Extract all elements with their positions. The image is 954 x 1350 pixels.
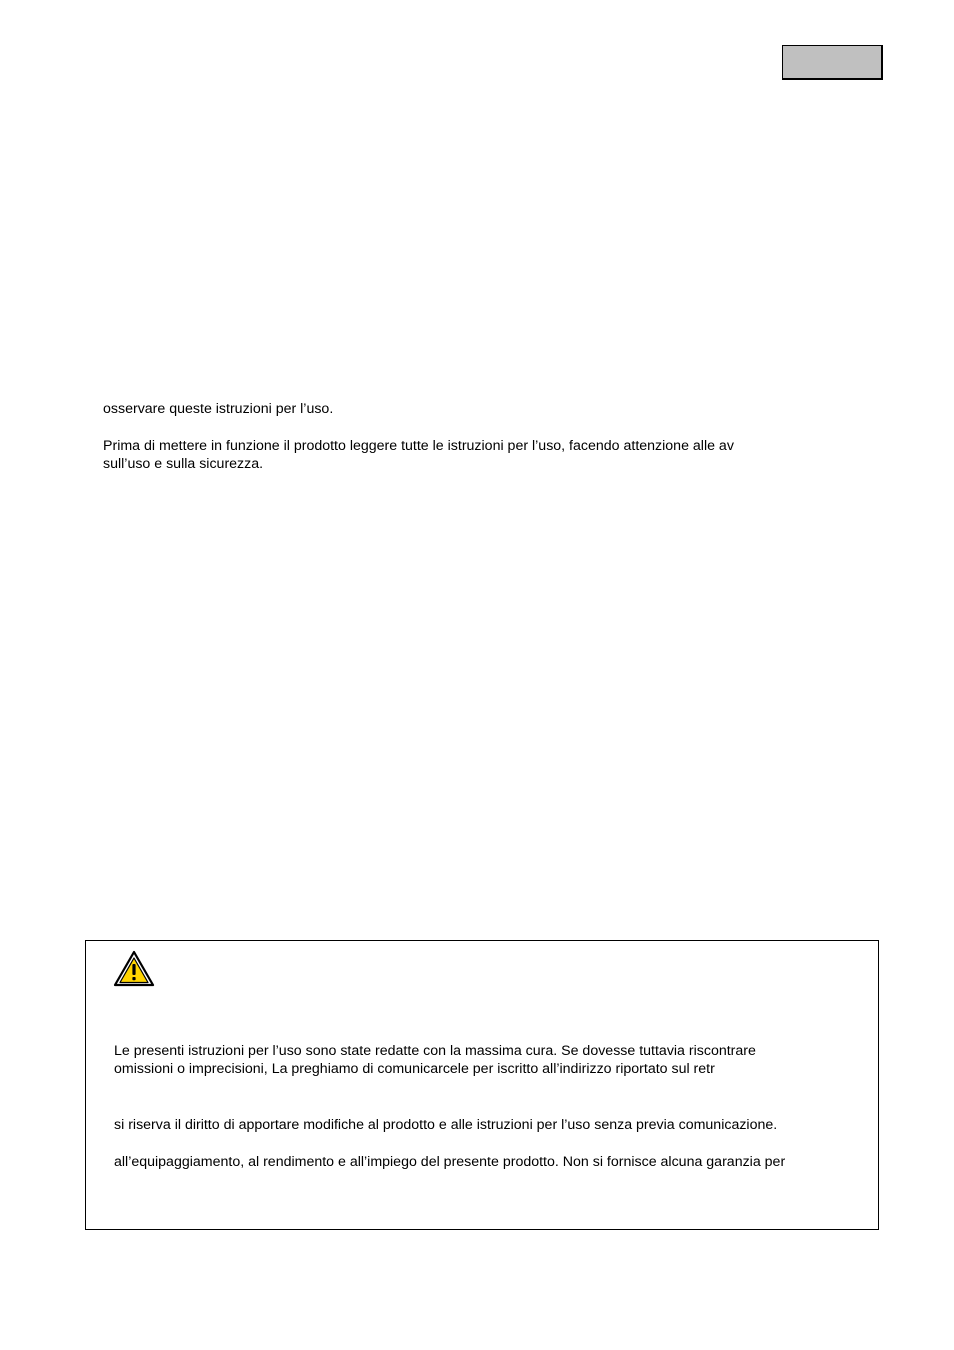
- notice-paragraph-3: all’equipaggiamento, al rendimento e all’impiego del presente prodotto. Non si fornisce alcuna garanzia per: [114, 1154, 786, 1170]
- notice-paragraph-1-line-1: Le presenti istruzioni per l’uso sono state redatte con la massima cura. Se dovesse tuttavia riscontrare: [114, 1043, 756, 1059]
- notice-box: [85, 940, 879, 1230]
- intro-section: [103, 400, 863, 473]
- notice-paragraph-2: si riserva il diritto di apportare modifiche al prodotto e alle istruzioni per l’uso senza previa comunicazione.: [114, 1117, 778, 1133]
- warning-triangle-icon: [113, 950, 155, 988]
- intro-line-2: Prima di mettere in funzione il prodotto leggere tutte le istruzioni per l’uso, facendo attenzione alle av: [103, 438, 734, 454]
- language-tab: [782, 45, 883, 80]
- notice-paragraph-1-line-2: omissioni o imprecisioni, La preghiamo di comunicarcele per iscritto all’indirizzo riportato sul retr: [114, 1061, 715, 1077]
- intro-line-3: sull’uso e sulla sicurezza.: [103, 456, 264, 472]
- intro-line-1: osservare queste istruzioni per l’uso.: [103, 401, 334, 417]
